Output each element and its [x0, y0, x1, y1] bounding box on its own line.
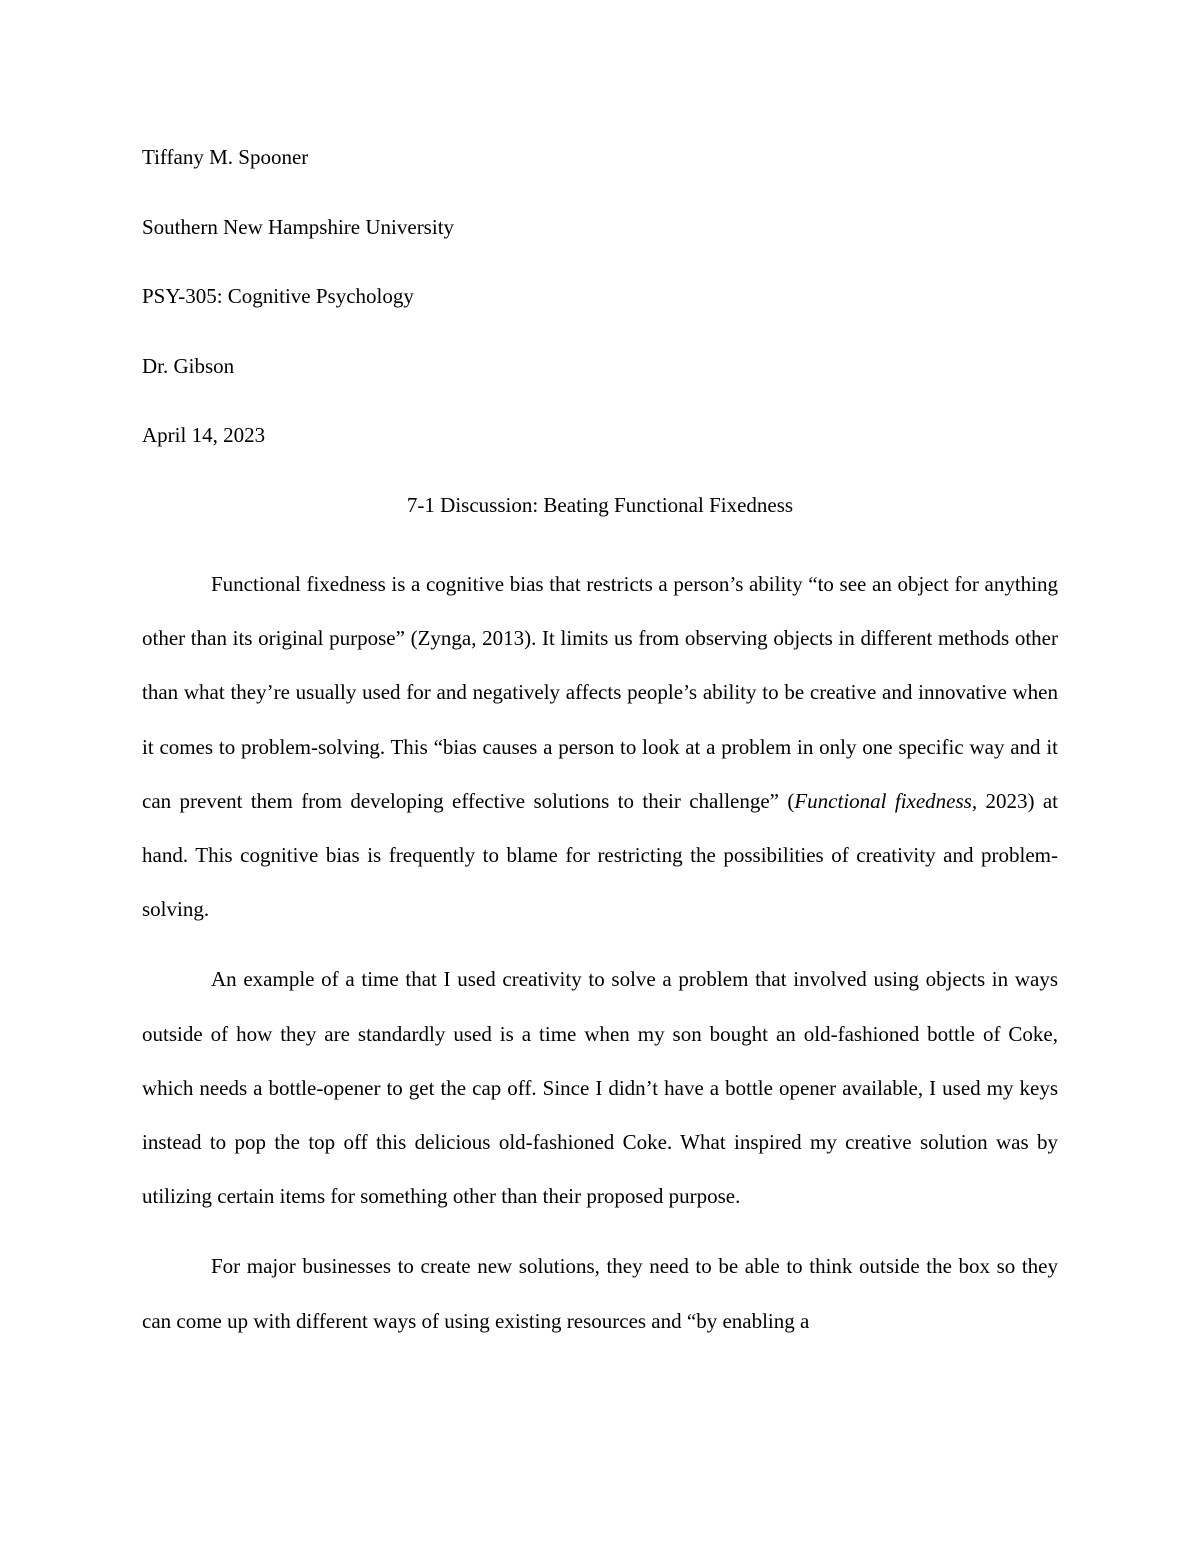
paragraph-3: For major businesses to create new solutions, they need to be able to think outside the box so they can come up with different ways of using existing resources and “by enabling a [142, 1254, 1058, 1333]
author-name: Tiffany M. Spooner [142, 145, 309, 169]
paragraph-2: An example of a time that I used creativity to solve a problem that involved using objects in ways outside of how they are standardly used is a time when my son bought an old-fashioned bottle of Coke, which needs a bottle-opener to get the cap off. Since I didn’t have a bottle opener available, I used my keys instead to pop the top off this delicious old-fashioned Coke. What inspired my creative solution was by utilizing certain items for something other than their proposed purpose. [142, 967, 1058, 1209]
document-body [142, 140, 1058, 1364]
instructor-name: Dr. Gibson [142, 353, 235, 378]
course-name: PSY-305: Cognitive Psychology [142, 284, 414, 308]
document-date: April 14, 2023 [142, 423, 266, 447]
paragraph-1-text-b: 2023) at hand. This cognitive bias is frequently to blame for restricting the possibilities of creativity and problem-solving. [142, 788, 1058, 922]
institution-name: Southern New Hampshire University [142, 214, 455, 239]
paragraph-1 [142, 557, 1058, 936]
paragraph-1-citation-italic: Functional fixedness, [794, 788, 978, 813]
document-title: 7-1 Discussion: Beating Functional Fixedness [406, 492, 794, 517]
paragraph-1-text-a: Functional fixedness is a cognitive bias that restricts a person’s ability “to see an object for anything other than its original purpose” (Zynga, 2013). It limits us from observing objects in different methods other than what they’re usually used for and negatively affects people’s ability to be creative and innovative when it comes to problem-solving. This “bias causes a person to look at a problem in only one specific way and it can prevent them from developing effective solutions to their challenge” ( [142, 572, 1058, 813]
